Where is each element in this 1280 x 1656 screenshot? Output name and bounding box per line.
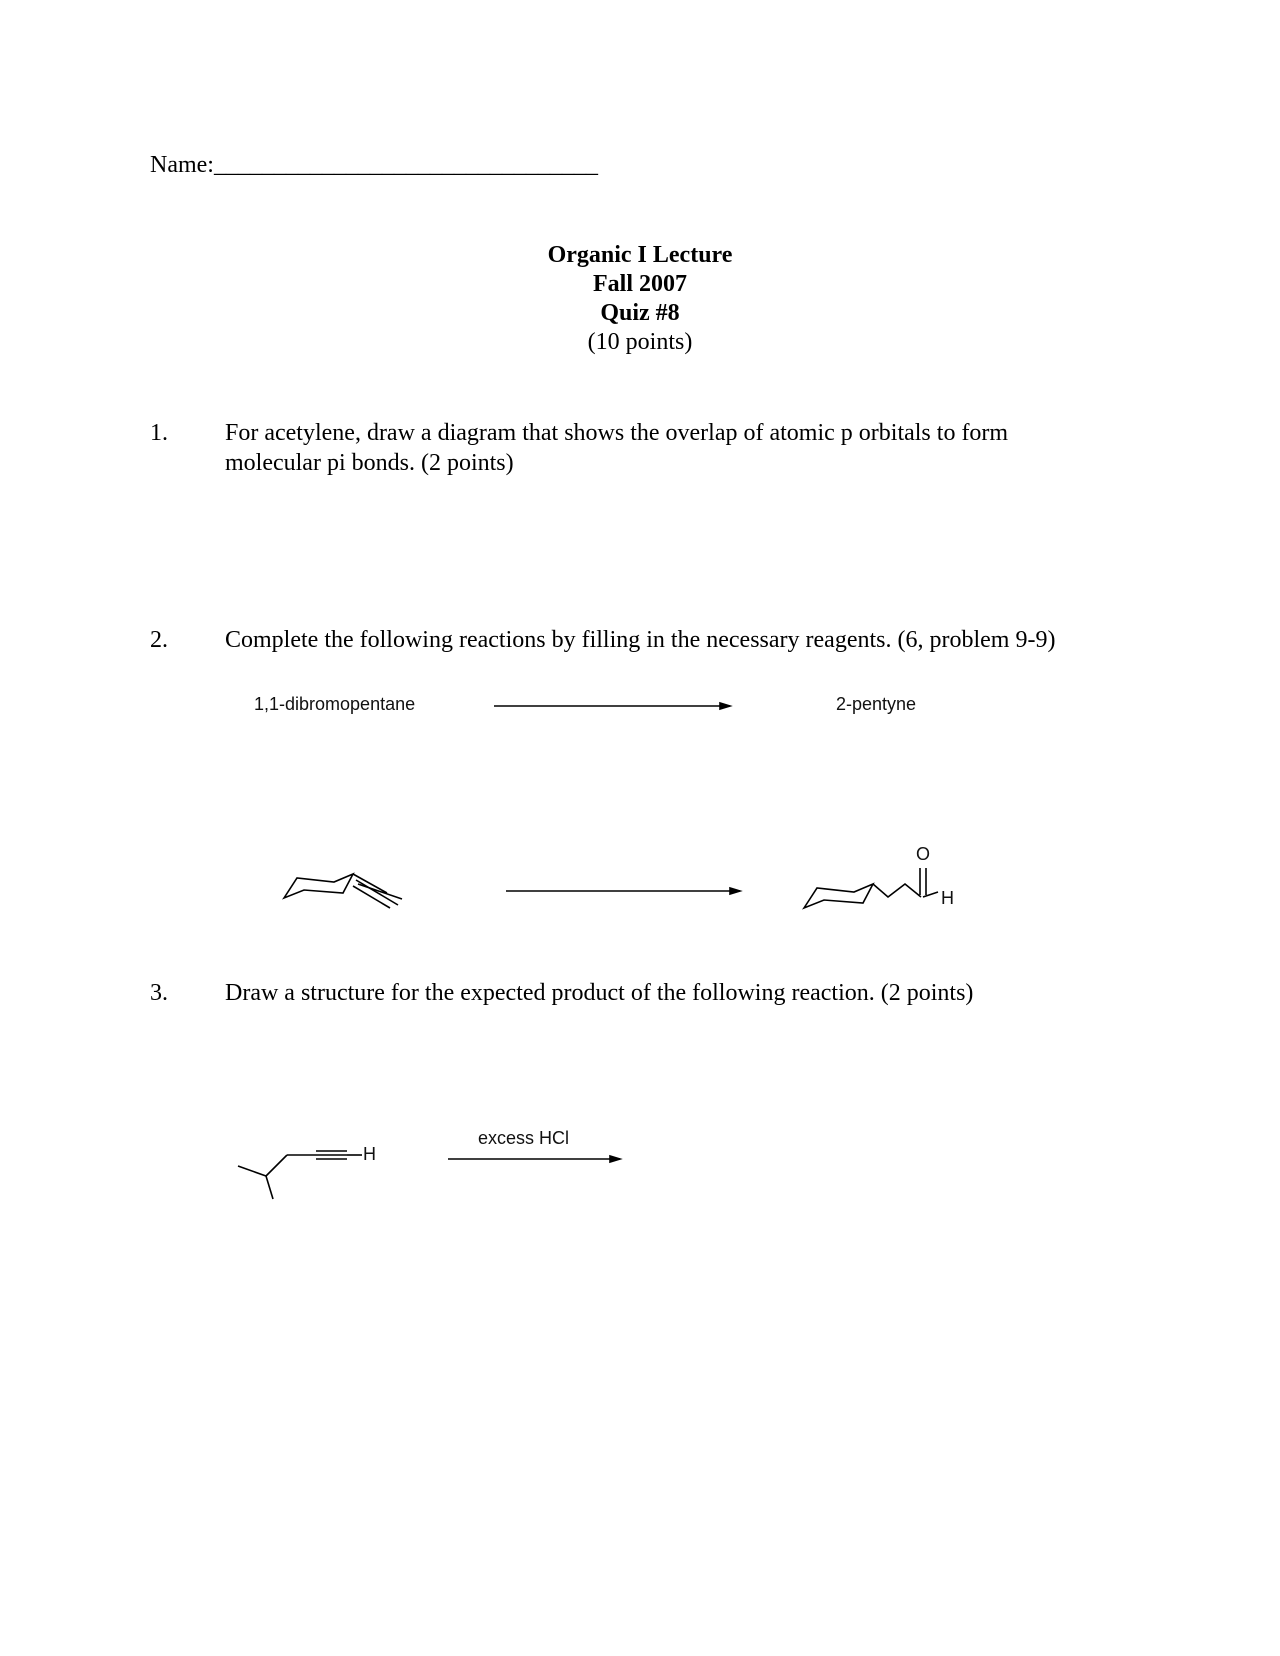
reaction-2a-reactant: 1,1-dibromopentane: [254, 694, 416, 714]
name-label: Name:: [150, 152, 214, 178]
course-title: Organic I Lecture: [547, 242, 733, 268]
question-1-number: 1.: [150, 420, 168, 446]
reaction-3-hydrogen-label: H: [363, 1144, 376, 1164]
quiz-number: Quiz #8: [600, 300, 680, 326]
reaction-2b-hydrogen-label: H: [941, 888, 954, 908]
reaction-2a-product: 2-pentyne: [836, 694, 917, 714]
question-2-number: 2.: [150, 627, 168, 653]
name-blank-line: ________________________________: [213, 152, 598, 178]
total-points: (10 points): [587, 329, 693, 355]
question-3-text: Draw a structure for the expected product of the following reaction. (2 points): [225, 980, 974, 1006]
reaction-3-reagent: excess HCl: [478, 1128, 570, 1148]
question-1-text-cont: molecular pi bonds. (2 points): [225, 450, 514, 476]
question-1-text: For acetylene, draw a diagram that shows the overlap of atomic p orbitals to form: [225, 420, 1009, 446]
question-2-text: Complete the following reactions by filling in the necessary reagents. (6, problem 9-9): [225, 627, 1056, 653]
term: Fall 2007: [593, 271, 687, 297]
question-3-number: 3.: [150, 980, 168, 1006]
reaction-2b-oxygen-label: O: [916, 844, 931, 864]
